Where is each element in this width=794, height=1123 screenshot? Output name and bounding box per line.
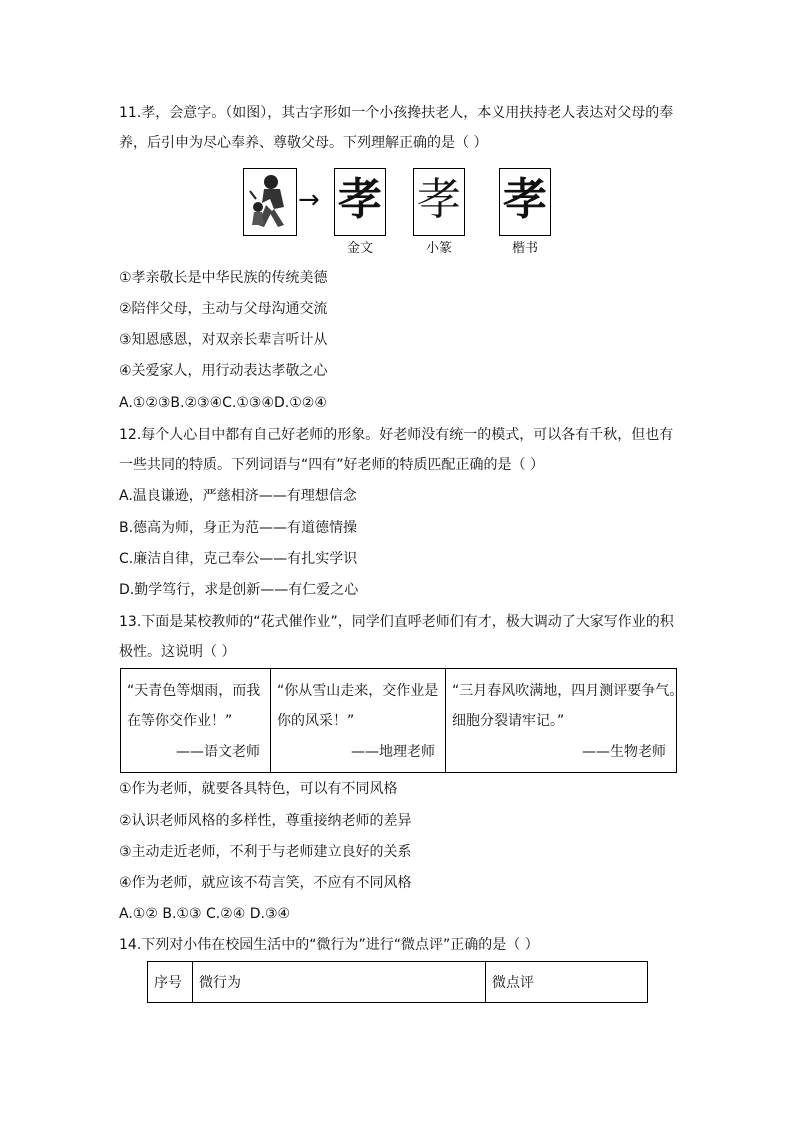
q12-stem-line2: 一些共同的特质。下列词语与“四有”好老师的特质匹配正确的是（ ） (119, 457, 544, 473)
quote-geography-teacher (271, 669, 446, 773)
glyph-kaishu (499, 168, 551, 236)
quote-line1: “天青色等烟雨，而我 (127, 683, 261, 699)
q13-option-1: ①作为老师，就要各具特色，可以有不同风格 (119, 781, 398, 797)
glyph-xiaozhuan (413, 168, 465, 236)
q11-option-2: ②陪伴父母，主动与父母沟通交流 (119, 301, 328, 317)
q11-stem-line1: 11.孝，会意字。（如图），其古字形如一个小孩搀扶老人，本义用扶持老人表达对父母的奉 (119, 105, 674, 121)
quote-line2: 你的风采！” (277, 713, 355, 729)
glyph-xiaozhuan-char: 孝 (417, 174, 461, 225)
q12-stem-line1: 12.每个人心目中都有自己好老师的形象。好老师没有统一的模式，可以各有千秋，但也有 (119, 427, 674, 443)
glyph-kaishu-label: 楷书 (511, 241, 538, 256)
q12-option-a: A.温良谦逊，严慈相济——有理想信念 (119, 488, 357, 504)
q14-table (147, 961, 648, 1003)
q13-quotes-table (120, 668, 684, 773)
arrow-icon: → (298, 185, 320, 215)
q11-stem-line2: 养，后引申为尽心奉养、尊敬父母。下列理解正确的是（ ） (119, 135, 488, 151)
q12-option-b: B.德高为师，身正为范——有道德情操 (119, 520, 358, 536)
header-weixingwei: 微行为 (193, 962, 486, 1003)
q11-option-3: ③知恩感恩，对双亲长辈言听计从 (119, 332, 328, 348)
pictograph-image (243, 168, 297, 236)
header-weidianping: 微点评 (486, 962, 648, 1003)
q13-option-2: ②认识老师风格的多样性，尊重接纳老师的差异 (119, 813, 412, 829)
q13-option-4: ④作为老师，就应该不苟言笑，不应有不同风格 (119, 875, 412, 891)
header-xuhao: 序号 (148, 962, 193, 1003)
glyph-jinwen (334, 168, 386, 236)
quote-line2: 细胞分裂请牢记。” (452, 713, 565, 729)
q14-stem: 14.下列对小伟在校园生活中的“微行为”进行“微点评”正确的是（ ） (119, 937, 539, 953)
q11-answers: A.①②③B.②③④C.①③④D.①②④ (119, 395, 327, 411)
quote-author: ——地理老师 (351, 744, 435, 760)
glyph-jinwen-char: 孝 (338, 174, 382, 225)
q13-stem-line1: 13.下面是某校教师的“花式催作业”，同学们直呼老师们有才，极大调动了大家写作业的积 (119, 614, 674, 630)
q11-option-1: ①孝亲敬长是中华民族的传统美德 (119, 270, 328, 286)
quote-author: ——生物老师 (582, 744, 666, 760)
q13-stem-line2: 极性。这说明（ ） (119, 644, 236, 660)
q13-option-3: ③主动走近老师，不利于与老师建立良好的关系 (119, 844, 412, 860)
glyph-xiaozhuan-label: 小篆 (425, 241, 452, 256)
quote-line1: “三月春风吹满地，四月测评要争气。 (452, 683, 684, 699)
glyph-kaishu-char: 孝 (503, 174, 547, 225)
q13-answers: A.①② B.①③ C.②④ D.③④ (119, 906, 291, 922)
quote-line1: “你从雪山走来，交作业是 (277, 683, 439, 699)
quote-biology-teacher (446, 669, 684, 773)
glyph-jinwen-label: 金文 (346, 241, 373, 256)
q12-option-d: D.勤学笃行，求是创新——有仁爱之心 (119, 582, 359, 598)
quote-line2: 在等你交作业！” (127, 713, 233, 729)
quote-author: ——语文老师 (176, 744, 260, 760)
q12-option-c: C.廉洁自律，克己奉公——有扎实学识 (119, 551, 358, 567)
quote-chinese-teacher (121, 669, 271, 773)
q11-option-4: ④关爱家人，用行动表达孝敬之心 (119, 363, 328, 379)
